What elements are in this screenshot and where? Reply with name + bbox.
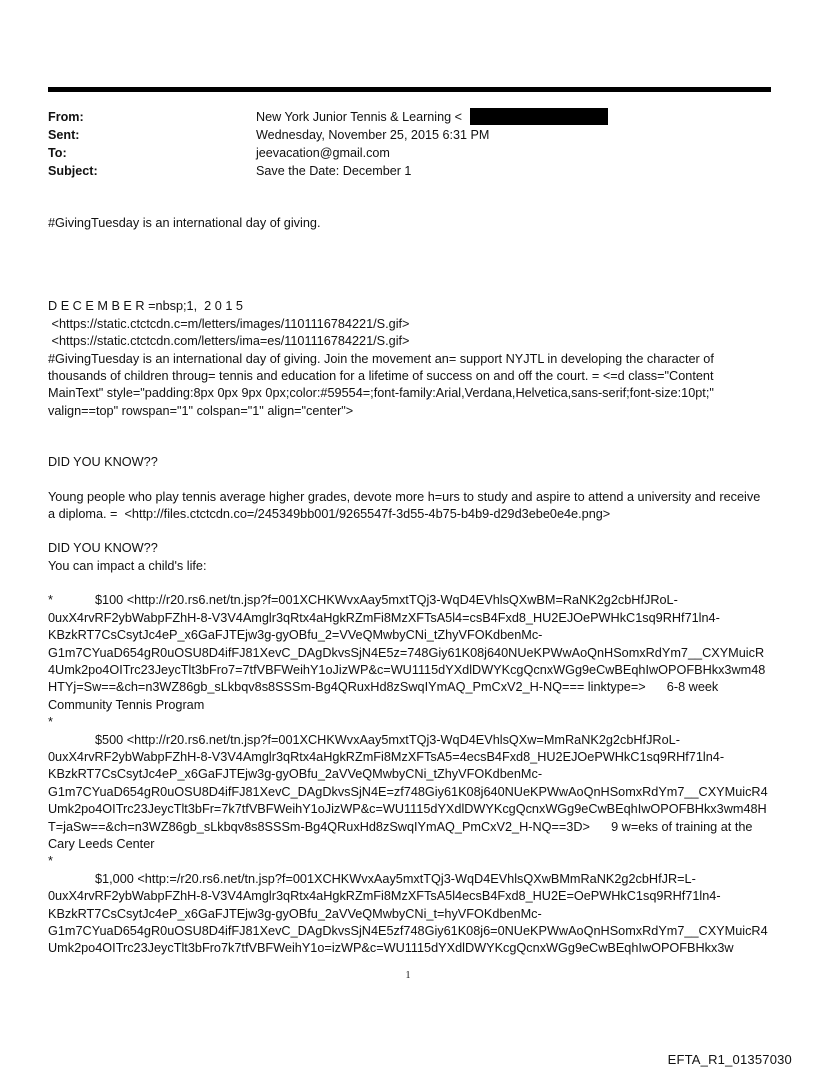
donation-item-500 <box>48 714 770 853</box>
intro-line: #GivingTuesday is an international day of giving. <box>48 216 321 230</box>
bullet-marker: * <box>48 593 53 608</box>
bullet-marker: * <box>48 715 53 730</box>
sent-value: Wednesday, November 25, 2015 6:31 PM <box>256 128 490 142</box>
impact-line: You can impact a child's life: <box>48 558 207 573</box>
sent-label: Sent: <box>48 128 80 142</box>
donation-item-1000 <box>48 853 770 957</box>
stat-paragraph: Young people who play tennis average higher grades, devote more h=urs to study and aspire to attend a university and receive a diploma. = <http://files.ctctcdn.co=/245349bb001/9265547f-3d55-4b75-b4b9-d29d3ebe0e4e.png> <box>48 489 764 522</box>
donation-item-text: $100 <http://r20.rs6.net/tn.jsp?f=001XCHKWvxAay5mxtTQj3-WqD4EVhlsQXwBM=RaNK2g2cbHfJRoL-0uxX4rvRF2ybWabpFZhH-8-V3V4Amglr3qRtx4aHgkRZmFi8MzXFTsA5l4=csB4Fxd8_HU2EJOePWHkC1sq9RHf71ln4-KBzkRT7CsCsytJc4eP_x6GaFJTEjw3g-gyOBfu_2=VVeQMwbyCNi_tZhyVFOKdbenMc-G1m7CYuaD654gR0uOSU8D4ifFJ81XevC_DAgDkvsSjN4E5z=748Giy61K08j640NUeKPWwAoQnHSomxRdYm7__CXYMuicR4Umk2po4OITrc23JeycTlt3bFro7=7tfVBFWeihY1oJizWP&c=WU1115dYXdlDWYKcgQcnxWGg9eCwBEqhIwOPOFBHkx3wm48HTYj=Sw==&ch=n3WZ86gb_sLkbqv8s8SSSm-Bg4QRuxHd8zSwqIYmAQ_PmCxV2_H-NQ=== linktype=> 6-8 week Community Tennis Program <box>48 593 766 712</box>
to-row <box>48 144 771 162</box>
bates-number: EFTA_R1_01357030 <box>667 1052 792 1067</box>
date-line: D E C E M B E R =nbsp;1, 2 0 1 5 <box>48 299 243 314</box>
header-rule <box>48 87 771 92</box>
donation-item-text: $1,000 <http:=/r20.rs6.net/tn.jsp?f=001XCHKWvxAay5mxtTQj3-WqD4EVhlsQXwBMmRaNK2g2cbHfJR=L-0uxX4rvRF2ybWabpFZhH-8-V3V4Amglr3qRtx4aHgkRZmFi8MzXFTsA5l4ecsB4Fxd8_HU2E=OePWHkC1sq9RHf71ln4-KBzkRT7CsCsytJc4eP_x6GaFJTEjw3g-gyOBfu_2aVVeQMwbyCNi_t=hyVFOKdbenMc-G1m7CYuaD654gR0uOSU8D4ifFJ81XevC_DAgDkvsSjN4E5zf748Giy61K08j6=0NUeKPWwAoQnHSomxRdYm7__CXYMuicR4Umk2po4OITrc23JeycTlt3bFro7k7tfVBFWeihY1o=izWP&c=WU1115dYXdlDWYKcgQcnxWGg9eCwBEqhIwOPOFBHkx3w <box>48 871 768 956</box>
donation-item-100 <box>48 592 770 714</box>
subject-label: Subject: <box>48 164 98 178</box>
subject-value: Save the Date: December 1 <box>256 164 412 178</box>
subject-row <box>48 162 771 180</box>
donation-item-text: $500 <http://r20.rs6.net/tn.jsp?f=001XCHKWvxAay5mxtTQj3-WqD4EVhlsQXw=MmRaNK2g2cbHfJRoL-0uxX4rvRF2ybWabpFZhH-8-V3V4Amglr3qRtx4aHgkRZmFi8MzXFTsA5=4ecsB4Fxd8_HU2EJOePWHkC1sq9RHf71ln4-KBzkRT7CsCsytJc4eP_x6GaFJTEjw3g-gyOBfu_2aVVeQMwbyCNi_tZhyVFOKdbenMc-G1m7CYuaD654gR0uOSU8D4ifFJ81XevC_DAgDkvsSjN4E=zf748Giy61K08j640NUeKPWwAoQnHSomxRdYm7__CXYMuicR4Umk2po4OITrc23JeycTlt3bFr=7k7tfVBFWeihY1oJizWP&c=WU1115dYXdlDWYKcgQcnxWGg9eCwBEqhIwOPOFBHkx3wm48HT=jaSw==&ch=n3WZ86gb_sLkbqv8s8SSSm-Bg4QRuxHd8zSwqIYmAQ_PmCxV2_H-NQ==3D> 9 w=eks of training at the Cary Leeds Center <box>48 732 768 851</box>
image-link-1: <https://static.ctctcdn.c=m/letters/images/1101116784221/S.gif> <box>48 316 410 331</box>
from-row <box>48 108 771 126</box>
email-header <box>48 108 771 180</box>
from-value <box>256 108 608 126</box>
page-number: 1 <box>405 970 411 981</box>
main-paragraph: #GivingTuesday is an international day of giving. Join the movement an= support NYJTL in developing the character of thousands of children throug= tennis and education for a lifetime of success on and off the court. = <=d class="Content MainText" style="padding:8px 0px 9px 0px;color:#59554=;font-family:Arial,Verdana,Helvetica,sans-serif;font-size:10pt;" valign==top" rowspan="1" colspan="1" align="center"> <box>48 351 718 418</box>
to-label: To: <box>48 146 67 160</box>
sent-row <box>48 126 771 144</box>
image-link-2: <https://static.ctctcdn.com/letters/ima=es/1101116784221/S.gif> <box>48 334 410 349</box>
bullet-marker: * <box>48 854 53 869</box>
email-body <box>48 215 770 958</box>
from-sender: New York Junior Tennis & Learning < <box>256 110 462 124</box>
did-you-know-heading-1: DID YOU KNOW?? <box>48 455 158 470</box>
redaction-block <box>470 108 608 125</box>
to-value: jeevacation@gmail.com <box>256 146 390 160</box>
did-you-know-heading-2: DID YOU KNOW?? <box>48 541 158 556</box>
from-label: From: <box>48 110 84 124</box>
